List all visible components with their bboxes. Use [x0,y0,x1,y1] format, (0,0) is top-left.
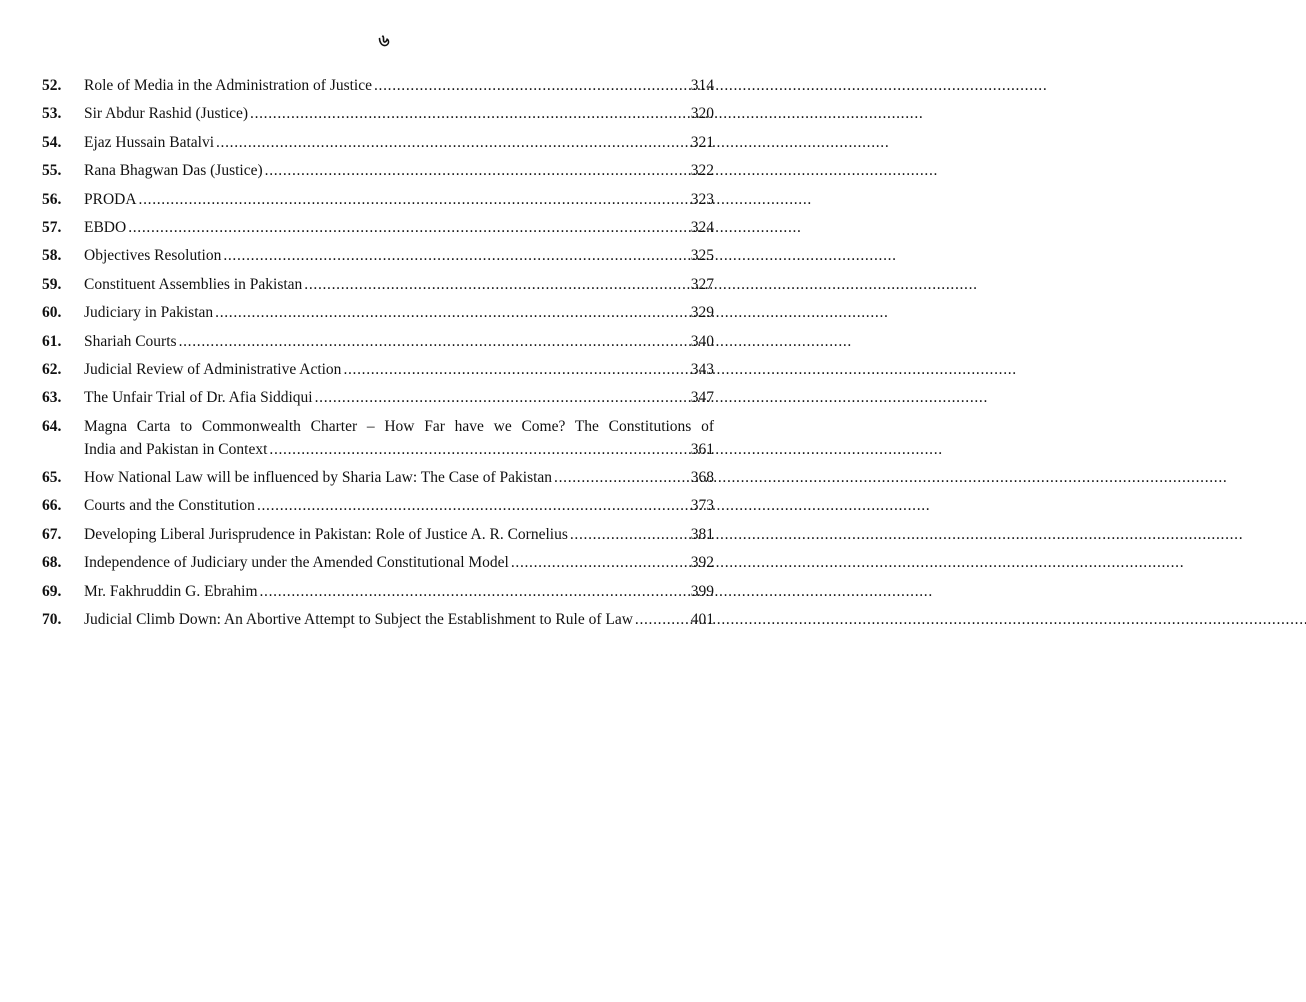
entry-title: Judicial Climb Down: An Abortive Attempt to Subject the Establishment to Rule of Law [84,611,633,629]
entry-page: 314 [690,77,714,94]
entry-title: Shariah Courts [84,332,177,350]
entry-title: Judiciary in Pakistan [84,304,214,322]
entry-title: Mr. Fakhruddin G. Ebrahim [84,582,258,600]
entry-title: Sir Abdur Rashid (Justice) [84,105,249,123]
toc-entry-64 [42,415,714,461]
toc-entry-68 [42,551,714,574]
entry-number: 54. [42,133,62,151]
entry-page: 399 [690,582,714,600]
entry-page: 368 [690,469,714,487]
entry-title: EBDO [84,218,127,236]
entry-number: 60. [42,304,62,322]
toc-entry-54 [42,131,714,154]
dot-leader [139,188,689,211]
toc-entry-60 [42,301,714,324]
entry-page: 327 [690,275,714,293]
entry-page: 343 [690,360,714,378]
entry-number: 59. [42,275,62,293]
entry-number: 56. [42,190,62,208]
entry-title: Role of Media in the Administration of Justice [84,77,372,94]
entry-page: 373 [690,497,714,515]
entry-page: 324 [690,218,714,236]
entry-title: Constituent Assemblies in Pakistan [84,275,303,293]
entry-number: 64. [42,417,62,435]
dot-leader [265,159,689,182]
entry-page: 323 [690,190,714,208]
entry-title: Objectives Resolution [84,247,222,265]
entry-page: 322 [690,162,714,180]
entry-page: 340 [690,332,714,350]
entry-number: 67. [42,525,62,543]
dot-leader [511,551,689,574]
toc-entry-53 [42,102,714,125]
entry-title: Rana Bhagwan Das (Justice) [84,162,263,180]
entry-number: 65. [42,469,62,487]
entry-title: How National Law will be influenced by Sharia Law: The Case of Pakistan [84,469,553,487]
toc-entry-55 [42,159,714,182]
toc-entry-56 [42,188,714,211]
toc-entry-69 [42,580,714,603]
dot-leader [635,608,689,631]
toc-entry-62 [42,358,714,381]
entry-number: 62. [42,360,62,378]
toc-entry-65 [42,466,714,489]
entry-title: Developing Liberal Jurisprudence in Pakistan: Role of Justice A. R. Cornelius [84,525,568,543]
entry-number: 61. [42,332,62,350]
dot-leader [250,102,689,125]
entry-page: 329 [690,304,714,322]
entry-title: PRODA [84,190,137,208]
entry-title: Judicial Review of Administrative Action [84,360,342,378]
entry-page: 401 [690,611,714,629]
table-of-contents [42,74,714,636]
dot-leader [179,330,689,353]
page-number: ৬ [378,31,390,50]
dot-leader [304,273,688,296]
entry-number: 70. [42,611,62,629]
toc-entry-61 [42,330,714,353]
entry-number: 69. [42,582,62,600]
entry-number: 68. [42,554,62,572]
entry-title: The Unfair Trial of Dr. Afia Siddiqui [84,389,313,407]
entry-page: 381 [690,525,714,543]
dot-leader [215,301,689,324]
entry-number: 53. [42,105,62,123]
toc-entry-59 [42,273,714,296]
entry-page: 392 [690,554,714,572]
entry-title: Independence of Judiciary under the Amended Constitutional Model [84,554,509,572]
dot-leader [269,438,688,461]
entry-title-line-2: India and Pakistan in Context [84,440,268,458]
toc-entry-67 [42,523,714,546]
toc-entry-70 [42,608,714,631]
entry-title: Ejaz Hussain Batalvi [84,133,214,151]
dot-leader [260,580,689,603]
entry-page: 347 [690,389,714,407]
dot-leader [374,74,689,97]
toc-entry-52 [42,74,714,97]
dot-leader [223,244,688,267]
entry-number: 66. [42,497,62,515]
dot-leader [343,358,688,381]
dot-leader [128,216,689,239]
entry-title: Courts and the Constitution [84,497,255,515]
dot-leader [570,523,689,546]
entry-number: 55. [42,162,62,180]
entry-title-line-1: Magna Carta to Commonwealth Charter – How Far have we Come? The Constitutions of [84,417,714,435]
entry-page: 321 [690,133,714,151]
dot-leader [216,131,689,154]
entry-page: 320 [690,105,714,123]
dot-leader [315,386,689,409]
entry-number: 57. [42,218,62,236]
dot-leader [257,494,689,517]
entry-number: 52. [42,77,62,94]
toc-entry-57 [42,216,714,239]
toc-entry-58 [42,244,714,267]
entry-page: 325 [690,247,714,265]
entry-number: 63. [42,389,62,407]
entry-number: 58. [42,247,62,265]
toc-entry-63 [42,386,714,409]
toc-entry-66 [42,494,714,517]
dot-leader [554,466,689,489]
entry-page: 361 [690,440,714,458]
